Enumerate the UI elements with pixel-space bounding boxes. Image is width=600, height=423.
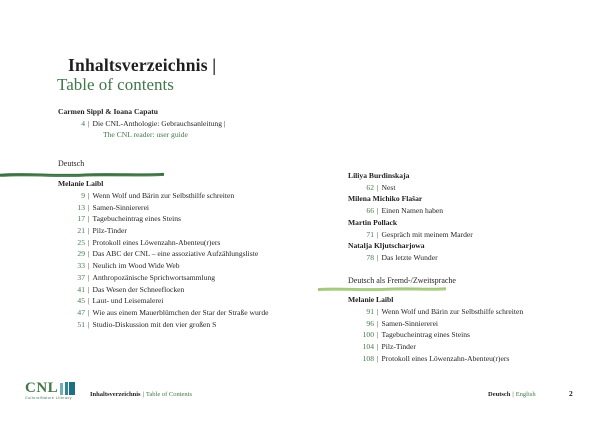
- toc-entry[interactable]: [348, 318, 588, 330]
- entry-title: Pilz-Tinder: [381, 342, 416, 352]
- entry-page-number: 9: [81, 190, 85, 200]
- toc-entry[interactable]: [348, 341, 588, 353]
- separator: |: [88, 118, 90, 128]
- cnl-logo-tagline: CulturalNature Literacy: [25, 396, 72, 400]
- toc-entry[interactable]: [348, 252, 588, 264]
- language-english[interactable]: English: [515, 391, 536, 398]
- separator: |: [377, 330, 379, 340]
- separator: |: [88, 237, 90, 247]
- toc-entry[interactable]: [348, 329, 588, 341]
- cnl-logo-bars-icon: [60, 382, 75, 395]
- toc-entry[interactable]: [58, 202, 320, 214]
- entry-title: Laut- und Leisemalerei: [92, 296, 164, 306]
- toc-column-right: [348, 170, 588, 365]
- separator: |: [377, 252, 379, 262]
- toc-author: Liliya Burdinskaja: [348, 171, 410, 180]
- entry-title: Wenn Wolf und Bärin zur Selbsthilfe schreiten: [381, 307, 524, 317]
- entry-page-number: 45: [77, 296, 85, 306]
- section-header-daf-label: Deutsch als Fremd-/Zweitsprache: [348, 275, 456, 285]
- entry-title: Samen-Sinniererei: [381, 318, 439, 328]
- entry-title: Nest: [381, 182, 396, 192]
- toc-entry[interactable]: [58, 284, 320, 296]
- entry-page-number: 25: [77, 237, 85, 247]
- entry-title: Einen Namen haben: [381, 206, 444, 216]
- entry-page-number: 104: [362, 342, 374, 352]
- separator: |: [377, 206, 379, 216]
- entry-title: Die CNL-Anthologie: Gebrauchsanleitung |: [92, 118, 226, 128]
- entry-title: Studio-Diskussion mit den vier großen S: [92, 319, 217, 329]
- separator: |: [512, 391, 514, 398]
- separator: |: [88, 202, 90, 212]
- page-title-german: Inhaltsverzeichnis |: [68, 55, 217, 75]
- page-title-english: Table of contents: [57, 75, 174, 94]
- entry-title: Samen-Sinniererei: [92, 202, 150, 212]
- language-german[interactable]: Deutsch: [488, 391, 511, 398]
- toc-entry[interactable]: [58, 272, 320, 284]
- entry-title: Protokoll eines Löwenzahn-Abenteu(r)ers: [92, 237, 221, 247]
- toc-entry[interactable]: [58, 307, 320, 319]
- separator: |: [88, 296, 90, 306]
- page-header: [57, 56, 216, 94]
- section-header-deutsch: Deutsch: [58, 159, 85, 168]
- section-header-daf: [348, 275, 588, 287]
- entry-page-number: 96: [366, 318, 374, 328]
- toc-author: Melanie Laibl: [58, 179, 104, 189]
- toc-intro-block: [58, 106, 225, 141]
- entry-page-number: 17: [77, 214, 85, 224]
- separator: |: [377, 307, 379, 317]
- toc-entry[interactable]: [348, 205, 588, 217]
- entry-page-number: 91: [366, 307, 374, 317]
- separator: |: [88, 284, 90, 294]
- entry-title: Neulich im Wood Wide Web: [92, 261, 180, 271]
- toc-entry[interactable]: [58, 213, 320, 225]
- toc-entry[interactable]: [58, 237, 320, 249]
- entry-page-number: 29: [77, 249, 85, 259]
- entry-title: Anthropozänische Sprichwortsammlung: [92, 272, 216, 282]
- separator: |: [88, 319, 90, 329]
- toc-entry[interactable]: [58, 319, 320, 331]
- entry-page-number: 108: [362, 353, 374, 363]
- entry-page-number: 4: [81, 118, 85, 128]
- entry-page-number: 71: [366, 229, 374, 239]
- separator: |: [377, 318, 379, 328]
- entry-title: Tagebucheintrag eines Steins: [381, 330, 470, 340]
- separator: |: [88, 226, 90, 236]
- entry-title-english: The CNL reader: user guide: [103, 130, 188, 140]
- toc-entry[interactable]: [348, 182, 588, 194]
- entry-page-number: 13: [77, 202, 85, 212]
- entry-title: Wie aus einem Mauerblümchen der Star der Straße wurde: [92, 307, 269, 317]
- entry-title: Wenn Wolf und Bärin zur Selbsthilfe schreiten: [92, 190, 235, 200]
- toc-entry[interactable]: [58, 190, 320, 202]
- separator: |: [88, 272, 90, 282]
- entry-title: Das Wesen der Schneeflocken: [92, 284, 185, 294]
- toc-entry[interactable]: [348, 306, 588, 318]
- entry-page-number: 51: [77, 319, 85, 329]
- entry-page-number: 33: [77, 261, 85, 271]
- entry-page-number: 37: [77, 272, 85, 282]
- entry-title: Das letzte Wunder: [381, 252, 438, 262]
- footer-title-german: Inhaltsverzeichnis: [90, 391, 141, 398]
- toc-author: Martin Pollack: [348, 217, 398, 227]
- entry-page-number: 78: [366, 252, 374, 262]
- toc-column-left: [58, 158, 320, 330]
- toc-entry[interactable]: [58, 260, 320, 272]
- toc-entry[interactable]: [58, 248, 320, 260]
- toc-entry[interactable]: [58, 295, 320, 307]
- cnl-logo: [25, 381, 83, 400]
- toc-entry[interactable]: [348, 353, 588, 365]
- footer-document-title: [90, 390, 192, 399]
- toc-author: Melanie Laibl: [348, 295, 394, 305]
- entry-title: Tagebucheintrag eines Steins: [92, 214, 181, 224]
- page-number: 2: [569, 389, 573, 398]
- brush-stroke-light: [318, 285, 446, 293]
- separator: |: [88, 249, 90, 259]
- separator: |: [88, 190, 90, 200]
- toc-author: Natalja Kljutscharjowa: [348, 241, 425, 251]
- separator: |: [377, 182, 379, 192]
- toc-entry[interactable]: [58, 118, 225, 130]
- footer-title-english: Table of Contents: [145, 391, 192, 398]
- entry-title: Gespräch mit meinem Marder: [381, 229, 473, 239]
- separator: |: [377, 342, 379, 352]
- toc-entry[interactable]: [58, 225, 320, 237]
- entry-page-number: 66: [366, 206, 374, 216]
- separator: |: [88, 261, 90, 271]
- entry-page-number: 47: [77, 307, 85, 317]
- entry-page-number: 100: [362, 330, 374, 340]
- cnl-logo-text: CNL: [25, 380, 59, 396]
- toc-entry[interactable]: [348, 229, 588, 241]
- separator: |: [377, 353, 379, 363]
- entry-page-number: 41: [77, 284, 85, 294]
- language-switch[interactable]: [488, 390, 536, 399]
- entry-page-number: 62: [366, 182, 374, 192]
- toc-author: Milena Michiko Flašar: [348, 194, 423, 204]
- entry-title: Protokoll eines Löwenzahn-Abenteu(r)ers: [381, 353, 510, 363]
- entry-title: Pilz-Tinder: [92, 226, 127, 236]
- separator: |: [142, 391, 144, 398]
- separator: |: [88, 214, 90, 224]
- toc-author: Carmen Sippl & Ioana Capatu: [58, 107, 159, 116]
- separator: |: [377, 229, 379, 239]
- separator: |: [88, 307, 90, 317]
- brush-stroke-dark: [0, 170, 164, 179]
- entry-title: Das ABC der CNL – eine assoziative Aufzählungsliste: [92, 249, 259, 259]
- entry-page-number: 21: [77, 226, 85, 236]
